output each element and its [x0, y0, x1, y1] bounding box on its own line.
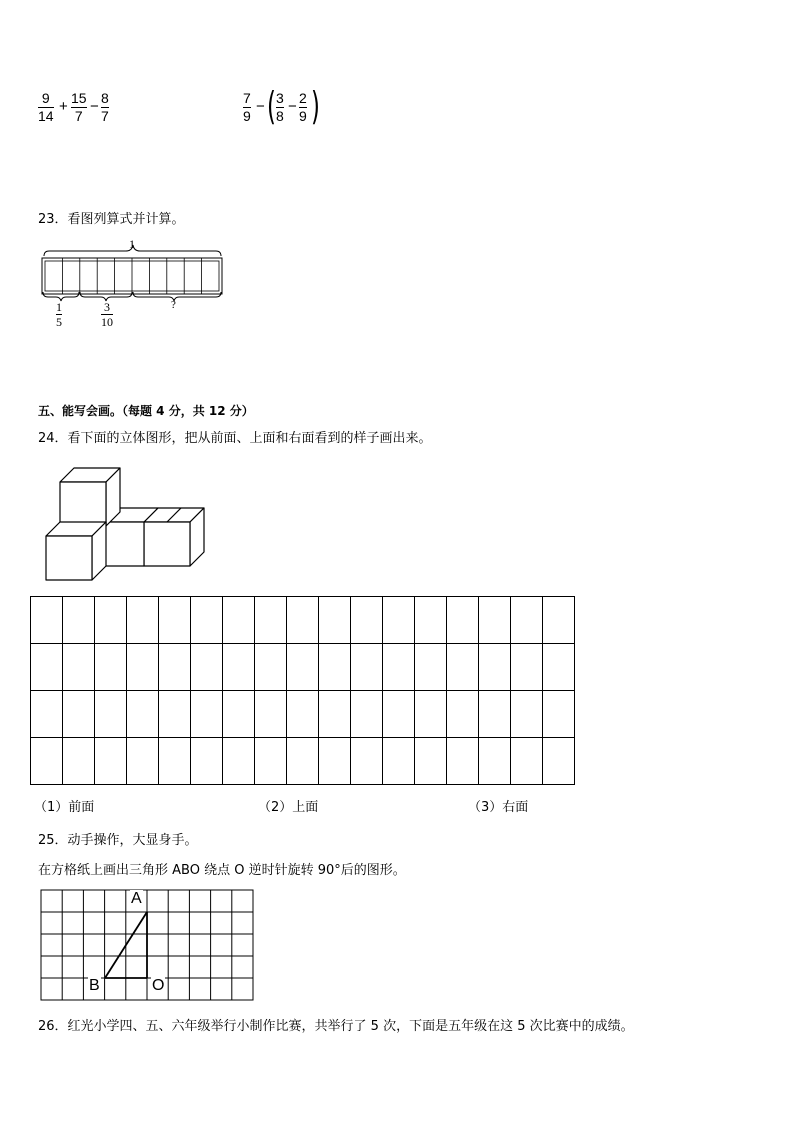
- denominator: 5: [56, 315, 62, 329]
- segment-2-fraction: [101, 300, 113, 329]
- numerator: 9: [41, 90, 50, 106]
- operator: −: [256, 98, 265, 115]
- numerator: 2: [299, 90, 307, 106]
- bar-dividers: [62, 258, 201, 294]
- view-label-front: （1）前面: [34, 800, 95, 815]
- question-24-text: 24．看下面的立体图形，把从前面、上面和右面看到的样子画出来。: [38, 431, 432, 446]
- brace-segment-3: [133, 292, 221, 301]
- numerator: 15: [71, 90, 87, 106]
- question-26-text: 26．红光小学四、五、六年级举行小制作比赛，共举行了 5 次，下面是五年级在这 5 次比赛中的成绩。: [38, 1019, 634, 1034]
- denominator: 14: [38, 108, 54, 124]
- operator: +: [59, 98, 68, 115]
- right-paren: ): [310, 84, 320, 128]
- cube-stack-figure: [38, 460, 218, 584]
- denominator: 10: [101, 315, 113, 329]
- denominator: 9: [243, 108, 251, 124]
- point-a-label: A: [131, 890, 142, 907]
- numerator: 7: [243, 90, 251, 106]
- fraction: [71, 90, 87, 125]
- numerator: 1: [56, 300, 62, 314]
- denominator: 7: [74, 108, 83, 124]
- point-o-label: O: [152, 977, 165, 994]
- denominator: 7: [101, 108, 109, 124]
- denominator: 9: [299, 108, 307, 124]
- rotation-grid[interactable]: [38, 888, 256, 1002]
- drawing-grid[interactable]: [30, 596, 575, 785]
- fraction: [101, 90, 109, 125]
- unknown-segment-label: ?: [171, 299, 176, 311]
- view-label-right: （3）右面: [468, 800, 529, 815]
- segment-1-fraction: [56, 300, 62, 329]
- question-25-title: 25．动手操作，大显身手。: [38, 833, 198, 848]
- left-paren: (: [266, 84, 276, 128]
- numerator: 3: [276, 90, 284, 106]
- fraction: [243, 90, 251, 125]
- point-b-label: B: [89, 977, 100, 994]
- fraction: [276, 90, 284, 125]
- view-label-top: （2）上面: [258, 800, 319, 815]
- operator: −: [288, 98, 297, 115]
- fraction: [299, 90, 307, 125]
- numerator: 8: [101, 90, 109, 106]
- total-label: 1: [129, 237, 135, 251]
- section-5-title: 五、能写会画。（每题 4 分，共 12 分）: [38, 404, 254, 418]
- operator: −: [90, 98, 99, 115]
- question-23-text: 23．看图列算式并计算。: [38, 212, 185, 227]
- fraction: [38, 90, 54, 125]
- denominator: 8: [276, 108, 284, 124]
- question-25-instruction: 在方格纸上画出三角形 ABO 绕点 O 逆时针旋转 90°后的图形。: [38, 863, 406, 878]
- numerator: 3: [104, 300, 110, 314]
